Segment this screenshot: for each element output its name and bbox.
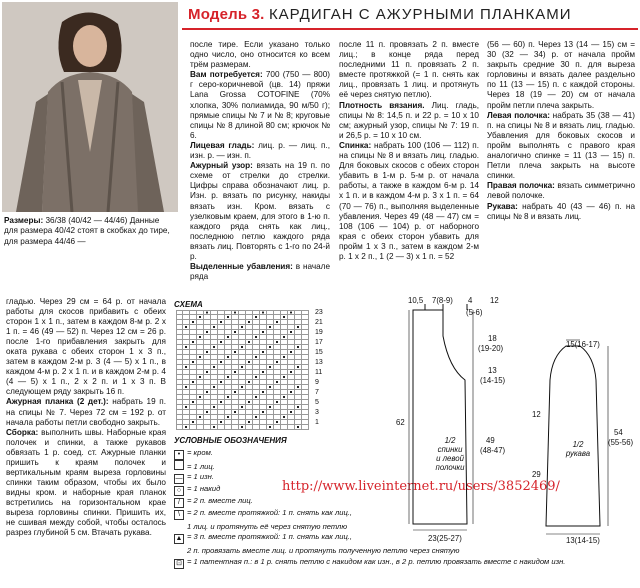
lace-label: Ажурный узор: <box>190 161 253 171</box>
body-dim-top-1: 10,5 <box>408 296 424 305</box>
right-front-text: вязать симметрично левой полочке. <box>487 181 636 201</box>
assembly-label: Сборка: <box>6 427 39 437</box>
chart-cell <box>288 425 295 430</box>
sleeve-dim-54: 54 <box>614 428 623 437</box>
body-dim-shoulder: (5-6) <box>466 308 483 317</box>
legend-text: 2 п. провязать вместе лиц. и протянуть полученную петлю через снятую <box>187 546 460 556</box>
body-dim-62: 62 <box>396 418 405 427</box>
chart-row-number: 3 <box>315 409 319 416</box>
col2-p1: после 11 п. провязать 2 п. вместе лиц.; в конце ряда перед последними 11 п. провязать 2 п. вместе протяжкой (= 1 п. снять как лиц., провязать 1 лиц. и протянуть её через снятую петлю). <box>339 40 479 100</box>
legend-symbol-icon: • <box>174 450 184 460</box>
legend-text: = 1 изн. <box>187 472 214 482</box>
sleeve-dim-bottom: 13(14-15) <box>566 536 600 545</box>
chart-cell <box>183 425 190 430</box>
band-text: набрать 19 п. на спицы № 7. Через 72 см = 192 р. от начала работы петли свободно закрыть. <box>6 397 166 427</box>
body-schematic <box>395 296 520 536</box>
chart-cell <box>204 425 211 430</box>
lace-text: вязать на 19 п. по схеме от стрелки до стрелки. Цифры справа обозначают лиц. р. Изн. р. вязать по рисунку, накиды вязать изн. Кром. вязать с узелковым краем, для этого в 1-ю п. каждого ряда снять как лиц., последнюю петлю каждого ряда вязать лиц. Повторять с 1-го по 24-й р. <box>190 161 330 261</box>
right-front-label: Правая полочка: <box>487 181 555 191</box>
gauge-text: Лиц. гладь, спицы № 8: 14,5 п. и 22 р. = 10 х 10 см; ажурный узор, спицы № 7: 19 п. и 26,5 р. = 10 х 10 см. <box>339 100 479 140</box>
body-dim-bottom: 23(25-27) <box>428 534 462 543</box>
col1-p1: после тире. Если указано только одно число, оно относится ко всем трём размерам. <box>190 40 330 70</box>
chart-cell <box>197 425 204 430</box>
body-dim-top-3: 4 <box>468 296 473 305</box>
chart-row-number: 15 <box>315 349 323 356</box>
col3-p1: (56 — 60) п. Через 13 (14 — 15) см = 30 (32 — 34) р. от начала пройм закрыть средние 30 п. для выреза горловины и вязать далее раздельно по 11 (13 — 15) п. с каждой стороны. Через 18 (19 — 20) см от начала пройм петли плеча закрыть. <box>487 40 635 110</box>
legend-symbol-icon: ⊡ <box>174 559 184 569</box>
chart-cell <box>176 425 183 430</box>
body-label <box>430 436 470 472</box>
materials-label: Вам потребуется: <box>190 70 263 80</box>
chart-row-number: 9 <box>315 379 319 386</box>
body-dim-13s: (14-15) <box>480 376 506 385</box>
body-dim-13: 13 <box>488 366 497 375</box>
legend-item <box>174 557 614 569</box>
page-title <box>188 6 572 23</box>
body-label-4: полочки <box>435 463 465 472</box>
legend-symbol-icon: / <box>174 498 184 508</box>
model-number: Модель 3. <box>188 6 265 23</box>
sizes-block <box>4 216 174 247</box>
chart-row-number: 21 <box>315 319 323 326</box>
sleeves-label: Рукава: <box>487 201 518 211</box>
legend-text: = 3 п. вместе протяжкой: 1 п. снять как лиц., <box>187 532 353 542</box>
legend-text: = 1 патентная п.: в 1 р. снять петлю с накидом как изн., в 2 р. петлю провязать вместе с накидом изн. <box>187 556 566 566</box>
left-front-text: набрать 35 (38 — 41) п. на спицы № 8 и вязать лиц. гладью. Убавления для боковых скосов и пройм выполнять с правого края аналогично спинке = 11 (13 — 15) п. Петли плеча закрыть на высоте спинки. <box>487 110 636 181</box>
sleeve-label <box>558 440 598 458</box>
sizes-value: 36/38 (40/42 — 44/46) <box>43 216 128 225</box>
chart-cell <box>260 425 267 430</box>
body-dim-49: 49 <box>486 436 495 445</box>
col4-p1: гладью. Через 29 см = 64 р. от начала работы для скосов прибавить с обеих сторон 1 х 1 п., затем в каждом 8-м р. 2 х 1 п. = 46 (49 — 52) п. Через 12 см = 26 р. после 1-го прибавления закрыть для оката рукава с обеих сторон 1 х 3 п., затем в каждом 2-м р. 3 (4 — 5) х 1 п., в каждом 4-м р. 2 х 1 п. и в каждом 2-м р. 4 (4 — 5) х 1 п., 2 х 2 п. и 1 х 3 п. В следующем ряду закрыть 16 п. <box>6 297 166 397</box>
title-rule <box>182 28 638 30</box>
face-stitch-label: Лицевая гладь: <box>190 140 255 150</box>
legend-title: УСЛОВНЫЕ ОБОЗНАЧЕНИЯ <box>174 436 287 445</box>
body-label-1: 1/2 <box>444 436 456 445</box>
assembly-text: выполнить швы. Наборные края полочек и спинки, а также рукавов обвязать 1 р. соед. ст. Ажурные планки пришить к краям полочек и вертикальным краям выреза горловины спинки таким образом, чтобы их было видны кром. и наборные края планок встретились на горизонтальном крае выреза горловины спинки. Пришить их, не сшивая между собой, чтобы осталось разрез глубиной 5 см. Втачать рукава. <box>6 427 166 538</box>
chart-row-number: 17 <box>315 339 323 346</box>
text-column-1 <box>190 40 330 282</box>
chart-row-number: 19 <box>315 329 323 336</box>
gauge-label: Плотность вязания. <box>339 100 425 110</box>
chart-cell <box>232 425 239 430</box>
band-label: Ажурная планка (2 дет.): <box>6 397 109 407</box>
sleeve-dim-54s: (55-56) <box>608 438 634 447</box>
sleeve-dim-29: 29 <box>532 470 541 479</box>
sizes-label: Размеры: <box>4 216 44 225</box>
decrease-label: Выделенные убавления: <box>190 262 293 272</box>
chart-cell <box>218 425 225 430</box>
legend-symbol-icon: ○ <box>174 486 184 496</box>
legend-item <box>174 544 614 556</box>
legend-text: = кром. <box>187 448 213 457</box>
text-column-4 <box>6 297 166 538</box>
body-label-3: и левой <box>436 454 464 463</box>
back-label: Спинка: <box>339 140 372 150</box>
sleeve-label-2: рукава <box>565 449 591 458</box>
chart-row-number: 23 <box>315 309 323 316</box>
materials-text: 700 (750 — 800) г серо-коричневой (цв. 14) пряжи Lana Grossa COTOFINE (70% хлопка, 30% полиамида, 90 м/50 г); прямые спицы № 7 и № 8; круговые спицы № 8 длиной 80 см; крючок № 6. <box>190 70 330 140</box>
chart-cell <box>225 425 232 430</box>
chart-cell <box>211 425 218 430</box>
back-text: набрать 100 (106 — 112) п. на спицы № 8 и вязать лиц. гладью. Для боковых скосов с обеих сторон убавить в 1-м р. 5-м р. от начала работы, а также в каждом 6-м р. 14 х 1 п. и в каждом 4-м р. 3 х 1 п. = 64 (70 — 76) п., выполняя выделенные убавления. Через 49 (48 — 47) см = 108 (106 — 104) р. от наборного края с обеих сторон убавить для пройм 1 х 3 п., затем в каждом 2-м р. 1 х 2 п., 1 (2 — 3) х 1 п. = 52 <box>339 140 479 261</box>
chart-row-number: 7 <box>315 389 319 396</box>
chart-row-number: 5 <box>315 399 319 406</box>
chart-cell <box>190 425 197 430</box>
body-dim-49s: (48-47) <box>480 446 506 455</box>
chart-row-number: 1 <box>315 419 319 426</box>
sleeve-dim-12: 12 <box>532 410 541 419</box>
body-dim-18: 18 <box>488 334 497 343</box>
lace-chart <box>176 310 336 430</box>
legend-text: = 2 п. вместе лиц. <box>187 496 253 506</box>
legend-symbol-icon: \ <box>174 510 184 520</box>
chart-title: СХЕМА <box>174 300 203 309</box>
text-column-2 <box>339 40 479 262</box>
chart-cell <box>253 425 260 430</box>
title-text: КАРДИГАН С АЖУРНЫМИ ПЛАНКАМИ <box>268 6 572 23</box>
body-dim-top-2: 7(8-9) <box>432 296 453 305</box>
sizes-note: Данные для размера 40/42 стоят в скобках до тире, для размера 44/46 — <box>4 216 170 246</box>
chart-cell <box>246 425 253 430</box>
legend-symbol-icon <box>174 460 184 470</box>
decrease-text: в начале ряда <box>190 262 330 282</box>
watermark-url: http://www.liveinternet.ru/users/3852469/ <box>282 479 560 494</box>
legend-symbol-icon: — <box>175 475 183 483</box>
chart-cell <box>239 425 246 430</box>
sleeve-label-1: 1/2 <box>572 440 584 449</box>
chart-cell <box>274 425 281 430</box>
chart-cell <box>281 425 288 430</box>
text-column-3 <box>487 40 635 222</box>
chart-row-number: 11 <box>315 369 323 376</box>
sleeve-dim-top: 15(16-17) <box>566 340 600 349</box>
model-photo <box>2 2 178 212</box>
chart-cell <box>295 425 302 430</box>
body-dim-top-4: 12 <box>490 296 499 305</box>
chart-cell <box>302 425 309 430</box>
left-front-label: Левая полочка: <box>487 110 550 120</box>
body-label-2: спинки <box>437 445 463 454</box>
face-stitch-text: лиц. р. — лиц. п., изн. р. — изн. п. <box>190 140 330 161</box>
chart-cell <box>267 425 274 430</box>
legend-text: 1 лиц. и протянуть её через снятую петлю <box>187 522 348 532</box>
legend-text: = 1 накид <box>187 484 221 494</box>
body-dim-18s: (19-20) <box>478 344 504 353</box>
sleeves-text: набрать 40 (43 — 46) п. на спицы № 8 и вязать лиц. <box>487 201 635 221</box>
legend-text: = 2 п. вместе протяжкой: 1 п. снять как лиц., <box>187 508 353 518</box>
chart-row-number: 13 <box>315 359 323 366</box>
legend-symbol-icon: ▲ <box>175 535 183 543</box>
legend-text: = 1 лиц. <box>187 462 215 471</box>
